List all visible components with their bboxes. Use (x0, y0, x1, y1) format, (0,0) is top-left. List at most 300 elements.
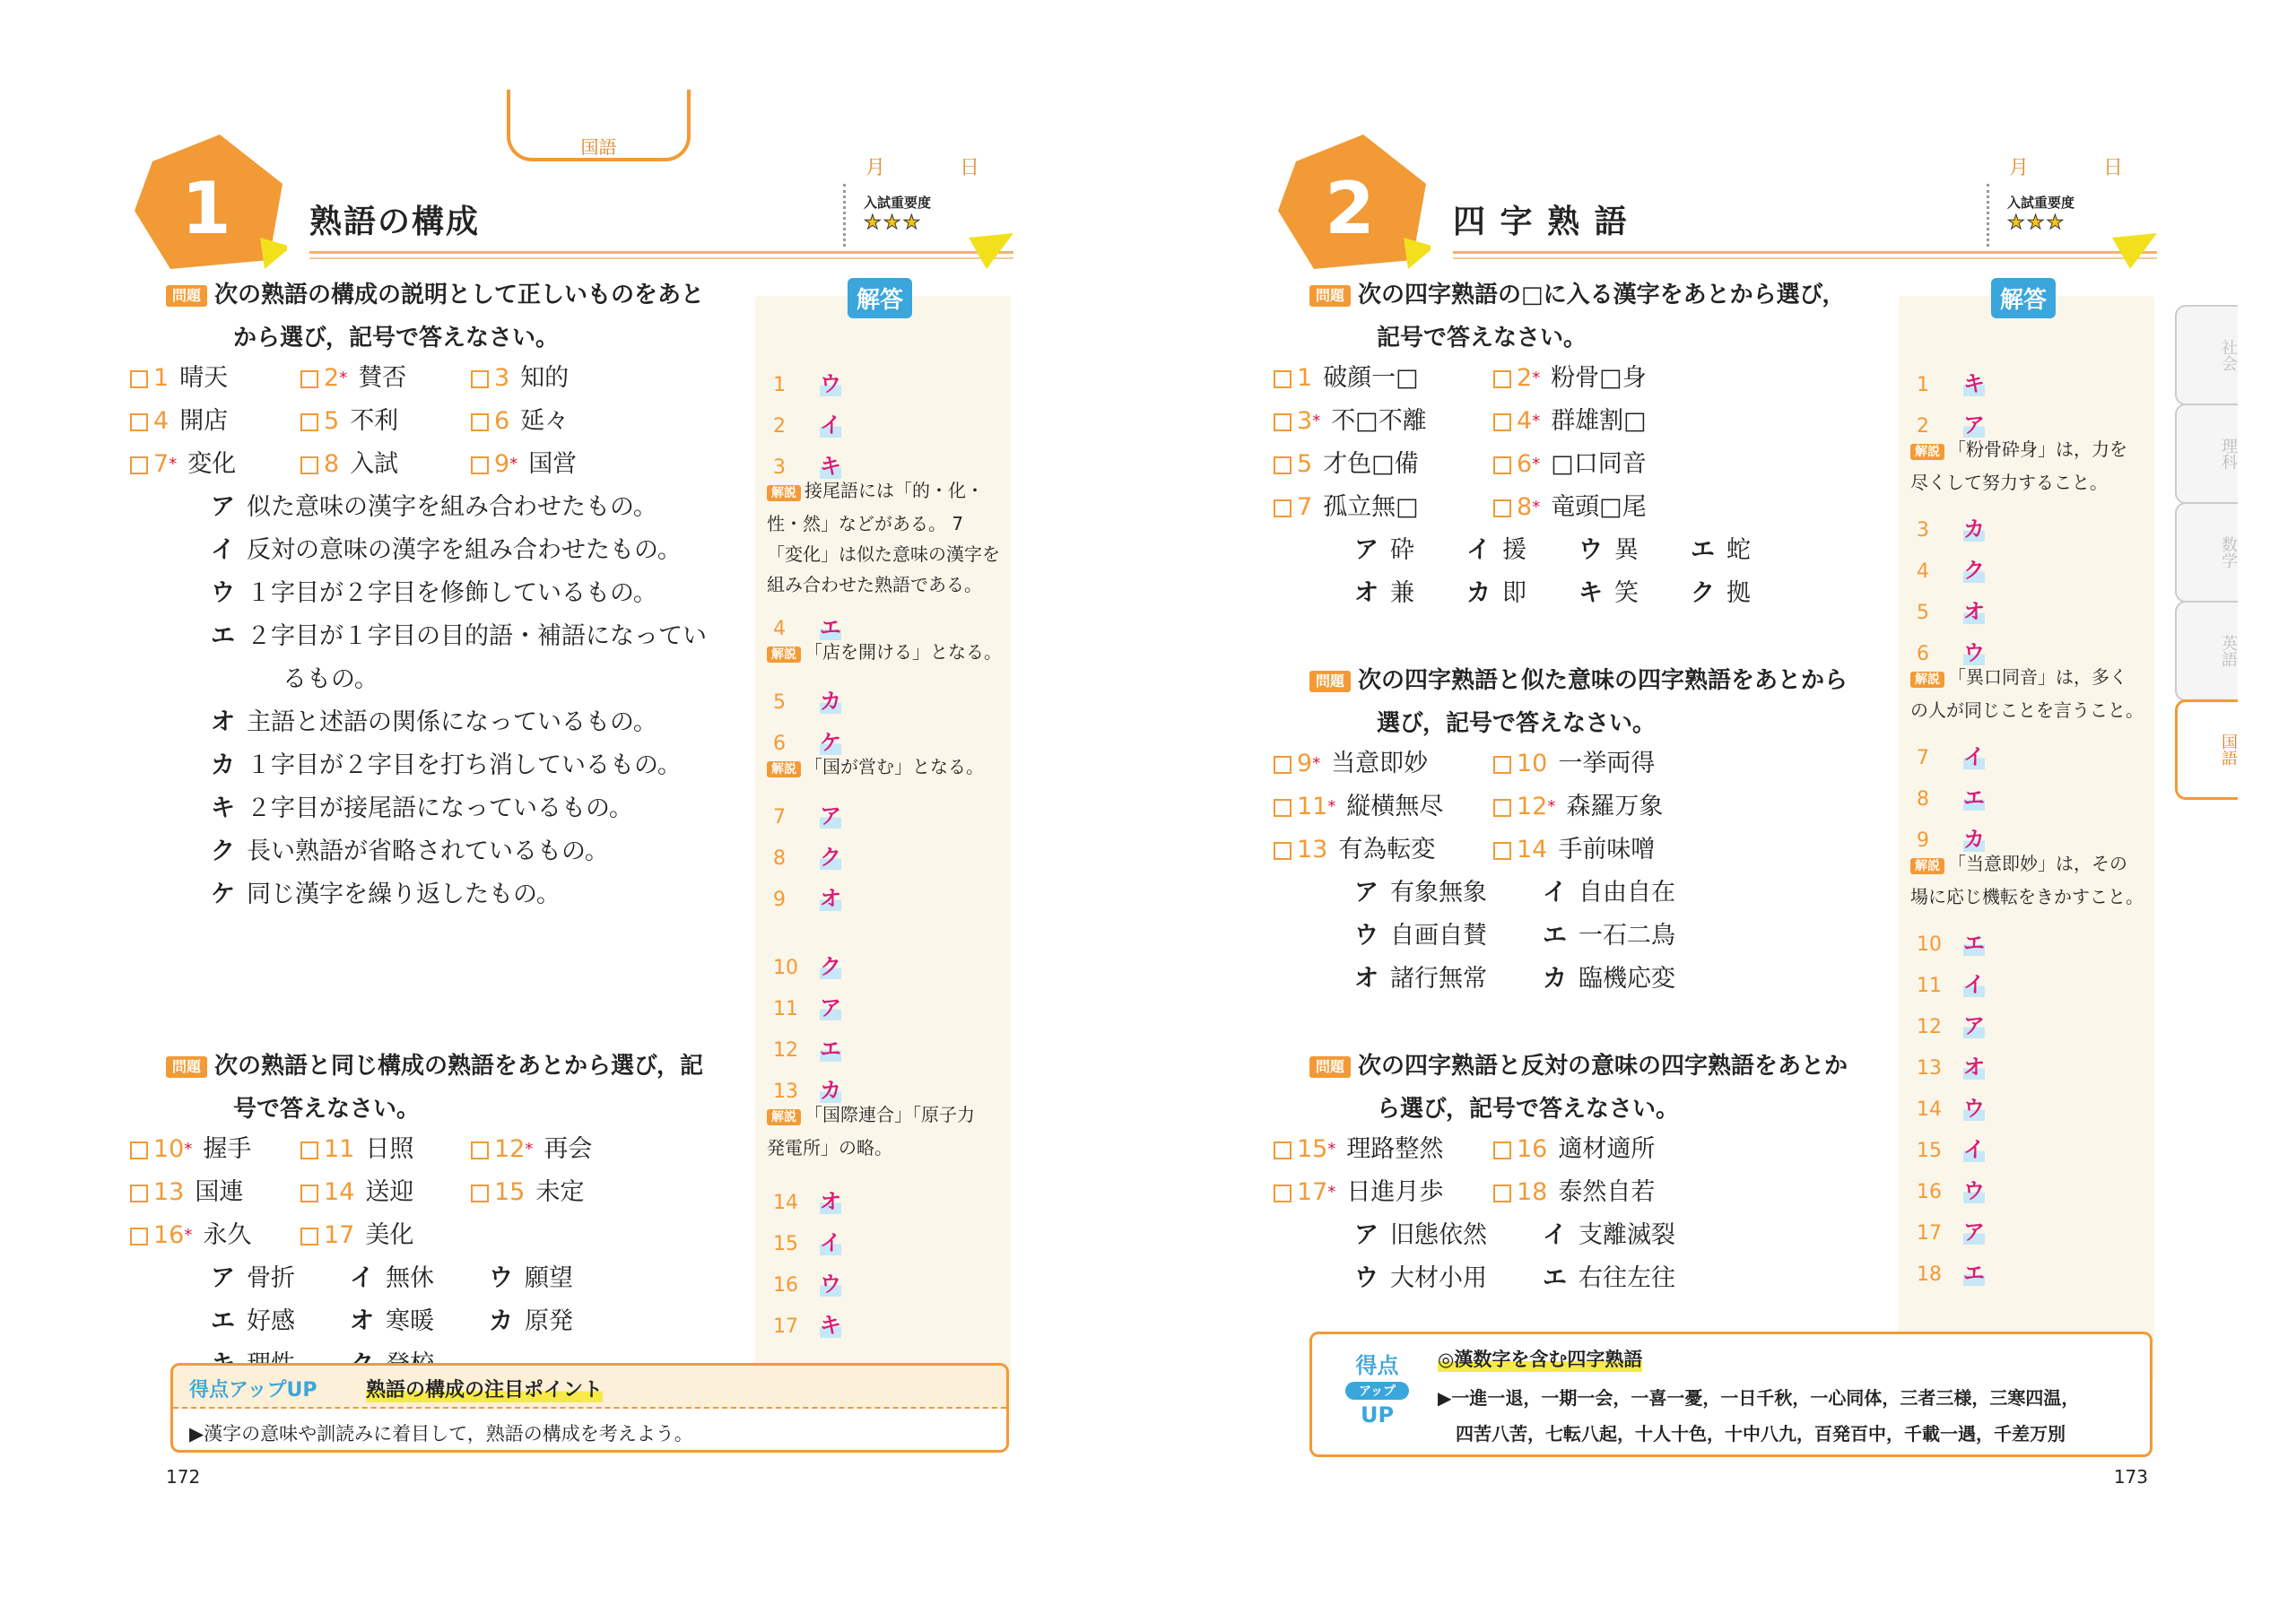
item-text: 当意即妙 (1331, 750, 1429, 777)
answer-item (1917, 1173, 1985, 1204)
tip-label-3: UP (1360, 1402, 1395, 1428)
answer-value: エ (820, 1037, 841, 1062)
option-text: 臨機応変 (1578, 965, 1675, 993)
option-letter: カ (211, 751, 235, 779)
option-text: 願望 (525, 1264, 573, 1292)
explanation-text: 「異口同音」は，多く (1948, 666, 2127, 688)
checkbox-icon[interactable] (130, 413, 148, 431)
option-item (1578, 529, 1639, 572)
answer-item (1917, 1132, 1985, 1163)
option-item (1354, 958, 1487, 1001)
explanation-tag: 解説 (767, 1109, 801, 1125)
checkbox-icon[interactable] (300, 370, 318, 388)
question-item[interactable] (1493, 742, 1655, 785)
left-page (135, 90, 1013, 1488)
answer-item (773, 798, 841, 829)
item-text: 知的 (520, 364, 570, 392)
important-mark: * (1312, 412, 1321, 430)
question-text: 次の四字熟語と似た意味の四字熟語をあとから (1358, 667, 1848, 694)
item-number: 17 (1297, 1178, 1328, 1206)
answer-number: 9 (1917, 829, 1929, 852)
checkbox-icon[interactable] (130, 456, 148, 474)
important-mark: * (184, 1226, 193, 1245)
lesson-number: 1 (181, 167, 231, 250)
question-text-2: から選び，記号で答えなさい。 (233, 325, 559, 352)
option-item (1691, 572, 1751, 615)
question-tag: 問題 (166, 1056, 207, 1078)
question-text: 次の熟語と同じ構成の熟語をあとから選び，記 (214, 1053, 703, 1080)
option-text: ２字目が接尾語になっているもの。 (247, 794, 633, 822)
question-item[interactable] (300, 357, 406, 400)
answer-value: ウ (820, 371, 841, 396)
question-item[interactable] (300, 1171, 413, 1214)
item-text: 未定 (535, 1178, 585, 1206)
item-text: 開店 (179, 407, 229, 435)
answer-item (773, 683, 841, 715)
item-number: 9 (494, 450, 510, 478)
answer-item (1917, 511, 1985, 542)
answer-number: 17 (773, 1315, 798, 1338)
page-number: 172 (166, 1466, 201, 1488)
item-text: 延々 (520, 407, 570, 435)
option-item (211, 1257, 295, 1300)
explanation (767, 751, 984, 785)
answer-item (1917, 1090, 1985, 1122)
answer-number: 13 (1917, 1057, 1942, 1080)
item-number: 14 (1517, 836, 1548, 864)
option-item (1354, 572, 1414, 615)
option-letter: オ (350, 1307, 374, 1335)
answer-item (773, 1225, 841, 1256)
answer-value: キ (820, 1313, 841, 1338)
item-number: 15 (1297, 1135, 1328, 1163)
question-2 (166, 1045, 776, 1131)
checkbox-icon[interactable] (471, 456, 489, 474)
option-letter: ク (211, 838, 235, 865)
explanation-tag: 解説 (767, 647, 801, 663)
item-number: 8 (1517, 493, 1533, 521)
question-text-2: 号で答えなさい。 (233, 1096, 421, 1123)
answer-value: エ (1963, 785, 1985, 811)
answer-item (773, 407, 841, 438)
question-item[interactable] (1274, 486, 1419, 529)
option-letter: イ (350, 1264, 374, 1292)
option-letter: イ (211, 536, 235, 564)
option-item (1354, 1257, 1487, 1300)
explanation-text: 「店を開ける」となる。 (804, 641, 1002, 663)
checkbox-icon[interactable] (1274, 756, 1292, 774)
important-mark: * (1327, 1183, 1336, 1202)
checkbox-icon[interactable] (300, 413, 318, 431)
item-number: 7 (153, 450, 170, 478)
option-item (211, 1300, 295, 1343)
answer-number: 14 (1917, 1098, 1942, 1121)
question-item[interactable] (1493, 443, 1647, 486)
checkbox-icon[interactable] (1493, 370, 1511, 388)
question-item[interactable] (1493, 829, 1655, 872)
important-mark: * (339, 369, 348, 387)
question-item[interactable] (1493, 486, 1647, 529)
option-item (1354, 1214, 1487, 1257)
option-letter: ア (211, 1264, 235, 1292)
option-letter: ア (211, 493, 235, 521)
important-mark: * (1327, 1140, 1336, 1159)
item-text: 適材適所 (1558, 1135, 1656, 1163)
important-mark: * (169, 455, 178, 473)
question-item[interactable] (471, 357, 569, 400)
option-letter: イ (1543, 1221, 1567, 1249)
question-item[interactable] (1493, 1128, 1655, 1171)
answer-header: 解答 (1991, 278, 2056, 318)
checkbox-icon[interactable] (1493, 799, 1511, 817)
checkbox-icon[interactable] (1493, 756, 1511, 774)
question-item[interactable] (1274, 1128, 1443, 1171)
item-number: 7 (1297, 493, 1313, 521)
item-text: 不利 (350, 407, 399, 435)
option-text: 兼 (1390, 579, 1414, 607)
option-letter: ク (1691, 579, 1715, 607)
answer-item (1917, 1255, 1985, 1287)
item-number: 11 (1297, 793, 1328, 820)
answer-number: 10 (1917, 933, 1942, 956)
option-item (489, 1300, 573, 1343)
answer-value: オ (820, 1189, 841, 1214)
option-letter: イ (1466, 536, 1491, 564)
item-text: 不□不離 (1331, 407, 1427, 435)
checkbox-icon[interactable] (1493, 456, 1511, 474)
answer-value: エ (1963, 1261, 1985, 1286)
subject-tab-4[interactable]: 国語 (2175, 699, 2238, 800)
answer-number: 8 (1917, 788, 1929, 811)
answer-value: イ (1963, 972, 1985, 997)
item-text: 日進月歩 (1346, 1178, 1444, 1206)
answer-header: 解答 (848, 278, 912, 318)
item-number: 14 (324, 1178, 355, 1206)
item-text: 入試 (350, 450, 399, 478)
item-text: 粉骨□身 (1551, 364, 1647, 392)
checkbox-icon[interactable] (130, 1228, 148, 1245)
checkbox-icon[interactable] (1274, 413, 1292, 431)
option-text: 長い熟語が省略されているもの。 (247, 838, 609, 865)
answer-number: 11 (1917, 975, 1942, 997)
question-item[interactable] (1274, 829, 1435, 872)
item-text: 国連 (195, 1178, 244, 1206)
answer-number: 5 (1917, 602, 1929, 624)
important-mark: * (1532, 369, 1541, 387)
question-item[interactable] (130, 1214, 251, 1257)
checkbox-icon[interactable] (1274, 842, 1292, 860)
item-number: 3 (494, 364, 510, 392)
explanation (1910, 434, 2127, 498)
explanation-text: 尽くして努力すること。 (1910, 472, 2108, 493)
explanation-tag: 解説 (767, 485, 801, 501)
answer-item (773, 1031, 841, 1063)
question-text-2: 記号で答えなさい。 (1377, 325, 1587, 352)
item-number: 4 (153, 407, 170, 435)
checkbox-icon[interactable] (1274, 370, 1292, 388)
checkbox-icon[interactable] (1493, 413, 1511, 431)
checkbox-icon[interactable] (130, 370, 148, 388)
checkbox-icon[interactable] (300, 456, 318, 474)
item-text: 日照 (365, 1135, 414, 1163)
answer-number: 13 (773, 1081, 798, 1103)
question-item[interactable] (1274, 785, 1443, 829)
option-item (350, 1300, 434, 1343)
option-text: 自由自在 (1578, 879, 1675, 907)
answer-number: 6 (773, 733, 786, 755)
answer-number: 12 (773, 1039, 798, 1062)
question-item[interactable] (300, 1128, 413, 1171)
answer-value: カ (820, 1078, 841, 1103)
page-title: 四 字 熟 語 (1453, 204, 1629, 240)
checkbox-icon[interactable] (1274, 1185, 1292, 1202)
question-item[interactable] (130, 400, 228, 443)
answer-number: 11 (773, 998, 798, 1020)
item-number: 10 (153, 1135, 185, 1163)
checkbox-icon[interactable] (471, 1185, 489, 1202)
checkbox-icon[interactable] (1493, 1185, 1511, 1202)
answer-value: ア (1963, 1219, 1985, 1245)
question-item[interactable] (471, 443, 577, 486)
question-item[interactable] (1493, 357, 1647, 400)
answer-number: 4 (1917, 560, 1929, 583)
question-text-2: ら選び，記号で答えなさい。 (1377, 1096, 1679, 1123)
item-number: 11 (324, 1135, 355, 1163)
answer-number: 18 (1917, 1263, 1942, 1286)
checkbox-icon[interactable] (1274, 799, 1292, 817)
lesson-number-badge (1278, 135, 1431, 278)
explanation-text: の人が同じことを言うこと。 (1910, 699, 2144, 721)
question-item[interactable] (300, 400, 398, 443)
option-letter: ア (1354, 879, 1378, 907)
subject-tab-3[interactable]: 英語 (2175, 601, 2238, 701)
checkbox-icon[interactable] (1493, 499, 1511, 517)
title-bar (309, 184, 1013, 254)
item-text: 理路整然 (1346, 1135, 1444, 1163)
answer-item (1917, 925, 1985, 957)
option-letter: イ (1543, 879, 1567, 907)
checkbox-icon[interactable] (1493, 1141, 1511, 1159)
item-text: 再会 (544, 1135, 593, 1163)
answer-item (773, 839, 841, 871)
question-item[interactable] (130, 357, 228, 400)
question-item[interactable] (300, 443, 398, 486)
importance-box (843, 184, 978, 247)
answer-value: イ (1963, 744, 1985, 769)
checkbox-icon[interactable] (471, 1141, 489, 1159)
answer-value: カ (820, 689, 841, 714)
checkbox-icon[interactable] (300, 1185, 318, 1202)
explanation (1910, 662, 2144, 725)
item-text: 手前味噌 (1558, 836, 1656, 864)
tip-body: ▶漢字の意味や訓読みに着目して，熟語の構成を考えよう。 (189, 1423, 693, 1445)
item-text: 国営 (528, 450, 578, 478)
question-item[interactable] (1274, 1171, 1443, 1214)
tip-badge (1335, 1348, 1420, 1446)
date-field: 月 日 (865, 157, 1013, 179)
item-text: 送迎 (365, 1178, 414, 1206)
answer-item (1917, 594, 1985, 625)
option-letter: オ (1354, 965, 1378, 993)
item-text: 才色□備 (1323, 450, 1419, 478)
checkbox-icon[interactable] (1493, 842, 1511, 860)
answer-number: 7 (1917, 747, 1929, 769)
answer-number: 1 (773, 374, 786, 396)
item-number: 10 (1517, 750, 1548, 777)
important-mark: * (184, 1140, 193, 1159)
answer-value: イ (820, 412, 841, 438)
subject-tab: 国語 (507, 90, 691, 161)
question-item[interactable] (1493, 400, 1647, 443)
important-mark: * (1532, 412, 1541, 430)
page-number: 173 (2113, 1466, 2148, 1488)
option-item (211, 787, 633, 830)
question-item[interactable] (1274, 357, 1419, 400)
checkbox-icon[interactable] (300, 1228, 318, 1245)
checkbox-icon[interactable] (1274, 456, 1292, 474)
question-item[interactable] (130, 1171, 243, 1214)
option-letter: ウ (1354, 922, 1378, 950)
option-item (211, 744, 682, 787)
item-text: 永久 (203, 1221, 252, 1249)
importance-label: 入試重要度 (2007, 195, 2075, 211)
item-number: 9 (1297, 750, 1313, 777)
question-item[interactable] (471, 400, 569, 443)
important-mark: * (1532, 498, 1541, 516)
explanation-text: 性・然」などがある。 7 (767, 513, 964, 534)
question-item[interactable] (130, 1128, 251, 1171)
checkbox-icon[interactable] (300, 1141, 318, 1159)
option-item (350, 1257, 434, 1300)
answer-number: 10 (773, 957, 798, 979)
answer-number: 14 (773, 1192, 798, 1214)
answer-value: エ (820, 615, 841, 640)
option-item (1354, 872, 1487, 915)
option-item (211, 873, 561, 916)
question-2 (1309, 659, 1919, 745)
answer-item (1917, 1049, 1985, 1081)
explanation-text: 場に応じ機転をきかすこと。 (1910, 886, 2144, 907)
option-text: 反対の意味の漢字を組み合わせたもの。 (247, 536, 682, 564)
answer-number: 2 (773, 415, 786, 438)
option-text: 無休 (386, 1264, 434, 1292)
option-text: 同じ漢字を繰り返したもの。 (247, 881, 561, 908)
important-mark: * (1312, 754, 1321, 773)
checkbox-icon[interactable] (1274, 499, 1292, 517)
question-item[interactable] (1274, 742, 1428, 785)
option-letter: ア (1354, 1221, 1378, 1249)
item-number: 13 (1297, 836, 1328, 864)
option-text: るもの。 (283, 665, 378, 693)
answer-value: イ (820, 1230, 841, 1255)
subject-tab-0[interactable]: 社会 (2175, 305, 2238, 405)
answer-item (773, 990, 841, 1021)
explanation-text: 「変化」は似た意味の漢字を (767, 543, 1000, 565)
answer-item (773, 1266, 841, 1298)
answer-value: オ (1963, 599, 1985, 624)
right-page (1278, 90, 2157, 1488)
option-item (1466, 529, 1526, 572)
question-1 (1309, 273, 1919, 360)
item-number: 15 (494, 1178, 526, 1206)
checkbox-icon[interactable] (130, 1185, 148, 1202)
checkbox-icon[interactable] (471, 370, 489, 388)
item-text: 破顔一□ (1323, 364, 1419, 392)
checkbox-icon[interactable] (130, 1141, 148, 1159)
answer-value: ア (1963, 1013, 1985, 1038)
item-number: 2 (1517, 364, 1533, 392)
explanation-text: 「当意即妙」は，その (1948, 853, 2127, 874)
answer-value: ク (820, 845, 841, 870)
subject-tab-1[interactable]: 理科 (2175, 404, 2238, 504)
option-item (1543, 915, 1675, 958)
answer-value: ウ (1963, 640, 1985, 665)
item-text: 竜頭□尾 (1551, 493, 1647, 521)
question-item[interactable] (471, 1128, 592, 1171)
answer-value: ク (820, 954, 841, 979)
answer-item (1917, 967, 1985, 998)
question-tag: 問題 (1309, 671, 1351, 692)
question-item[interactable] (300, 1214, 413, 1257)
item-number: 17 (324, 1221, 355, 1249)
explanation-tag: 解説 (1910, 444, 1944, 460)
item-number: 5 (324, 407, 340, 435)
option-letter: ウ (1354, 1264, 1378, 1292)
question-item[interactable] (130, 443, 236, 486)
explanation-text: 「国際連合」「原子力 (804, 1104, 975, 1125)
option-text: 支離滅裂 (1578, 1221, 1675, 1249)
question-item[interactable] (471, 1171, 584, 1214)
answer-value: ウ (820, 1271, 841, 1297)
option-text: 援 (1502, 536, 1526, 564)
question-item[interactable] (1493, 1171, 1655, 1214)
option-text: 自画自賛 (1390, 922, 1487, 950)
important-mark: * (1532, 455, 1541, 473)
option-letter: オ (1354, 579, 1378, 607)
question-item[interactable] (1493, 785, 1663, 829)
answer-value: エ (1963, 931, 1985, 956)
explanation (1910, 848, 2144, 912)
item-number: 6 (494, 407, 510, 435)
option-item (1354, 529, 1414, 572)
option-text: 蛇 (1726, 536, 1751, 564)
question-item[interactable] (1274, 443, 1419, 486)
question-text: 次の熟語の構成の説明として正しいものをあと (214, 282, 705, 308)
item-number: 8 (324, 450, 340, 478)
question-item[interactable] (1274, 400, 1427, 443)
item-text: 変化 (187, 450, 237, 478)
option-text: 一石二鳥 (1578, 922, 1675, 950)
item-text: 一挙両得 (1558, 750, 1656, 777)
answer-item (773, 881, 841, 912)
answer-number: 4 (773, 618, 786, 640)
answer-number: 3 (773, 456, 786, 479)
item-number: 6 (1517, 450, 1533, 478)
answer-value: イ (1963, 1137, 1985, 1162)
option-item (1354, 915, 1487, 958)
answer-value: ク (1963, 558, 1985, 583)
checkbox-icon[interactable] (1274, 1141, 1292, 1159)
option-letter: エ (1691, 536, 1715, 564)
option-text: 砕 (1390, 536, 1414, 564)
option-text: 好感 (247, 1307, 295, 1335)
option-letter: オ (211, 708, 235, 736)
item-text: 群雄割□ (1551, 407, 1647, 435)
answer-value: カ (1963, 516, 1985, 542)
tip-heading: 熟語の構成の注目ポイント (366, 1375, 603, 1402)
subject-tab-2[interactable]: 数学 (2175, 502, 2238, 603)
checkbox-icon[interactable] (471, 413, 489, 431)
